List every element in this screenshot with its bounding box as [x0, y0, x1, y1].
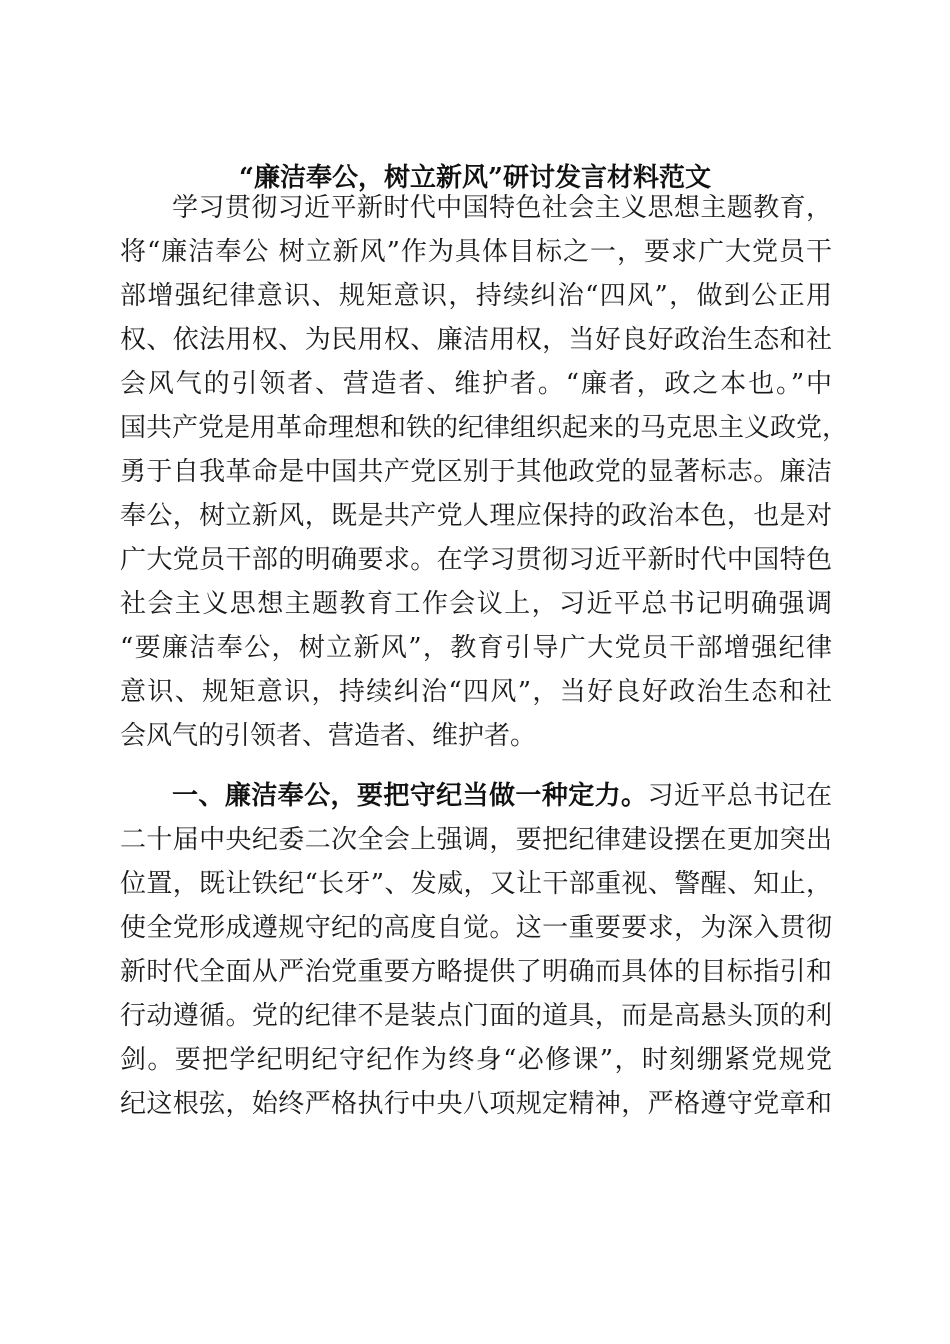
paragraph-line: 会风气的引领者、营造者、维护者。“廉者，政之本也。”中 — [120, 369, 832, 399]
paragraph-line: 二十届中央纪委二次全会上强调，要把纪律建设摆在更加突出 — [120, 825, 832, 855]
paragraph-line: 会风气的引领者、营造者、维护者。 — [120, 721, 537, 751]
paragraph-line: 学习贯彻习近平新时代中国特色社会主义思想主题教育， — [172, 193, 832, 223]
paragraph-line: 纪这根弦，始终严格执行中央八项规定精神，严格遵守党章和 — [120, 1089, 832, 1119]
paragraph-line: 社会主义思想主题教育工作会议上，习近平总书记明确强调 — [120, 589, 832, 619]
section-first-line — [172, 774, 832, 818]
paragraph-line: 部增强纪律意识、规矩意识，持续纠治“四风”，做到公正用 — [120, 281, 832, 311]
paragraph-line: 剑。要把学纪明纪守纪作为终身“必修课”，时刻绷紧党规党 — [120, 1045, 832, 1075]
paragraph-line: 新时代全面从严治党重要方略提供了明确而具体的目标指引和 — [120, 957, 832, 987]
section-first-line-text: 习近平总书记在 — [647, 781, 832, 811]
paragraph-line: 勇于自我革命是中国共产党区别于其他政党的显著标志。廉洁 — [120, 457, 832, 487]
paragraph-line: 位置，既让铁纪“长牙”、发威，又让干部重视、警醒、知止， — [120, 869, 832, 899]
paragraph-line: 将“廉洁奉公 树立新风”作为具体目标之一，要求广大党员干 — [120, 237, 832, 267]
paragraph-line: 意识、规矩意识，持续纠治“四风”，当好良好政治生态和社 — [120, 677, 832, 707]
paragraph-line: 国共产党是用革命理想和铁的纪律组织起来的马克思主义政党， — [120, 413, 849, 443]
paragraph-line: 行动遵循。党的纪律不是装点门面的道具，而是高悬头顶的利 — [120, 1001, 832, 1031]
paragraph-line: 使全党形成遵规守纪的高度自觉。这一重要要求，为深入贯彻 — [120, 913, 832, 943]
paragraph-line: 奉公，树立新风，既是共产党人理应保持的政治本色，也是对 — [120, 501, 832, 531]
paragraph-line: “要廉洁奉公，树立新风”，教育引导广大党员干部增强纪律 — [120, 633, 832, 663]
paragraph-line: 权、依法用权、为民用权、廉洁用权，当好良好政治生态和社 — [120, 325, 832, 355]
document-title: “廉洁奉公，树立新风”研讨发言材料范文 — [239, 163, 711, 193]
section-heading: 一、廉洁奉公，要把守纪当做一种定力。 — [172, 781, 648, 811]
paragraph-line: 广大党员干部的明确要求。在学习贯彻习近平新时代中国特色 — [120, 545, 832, 575]
